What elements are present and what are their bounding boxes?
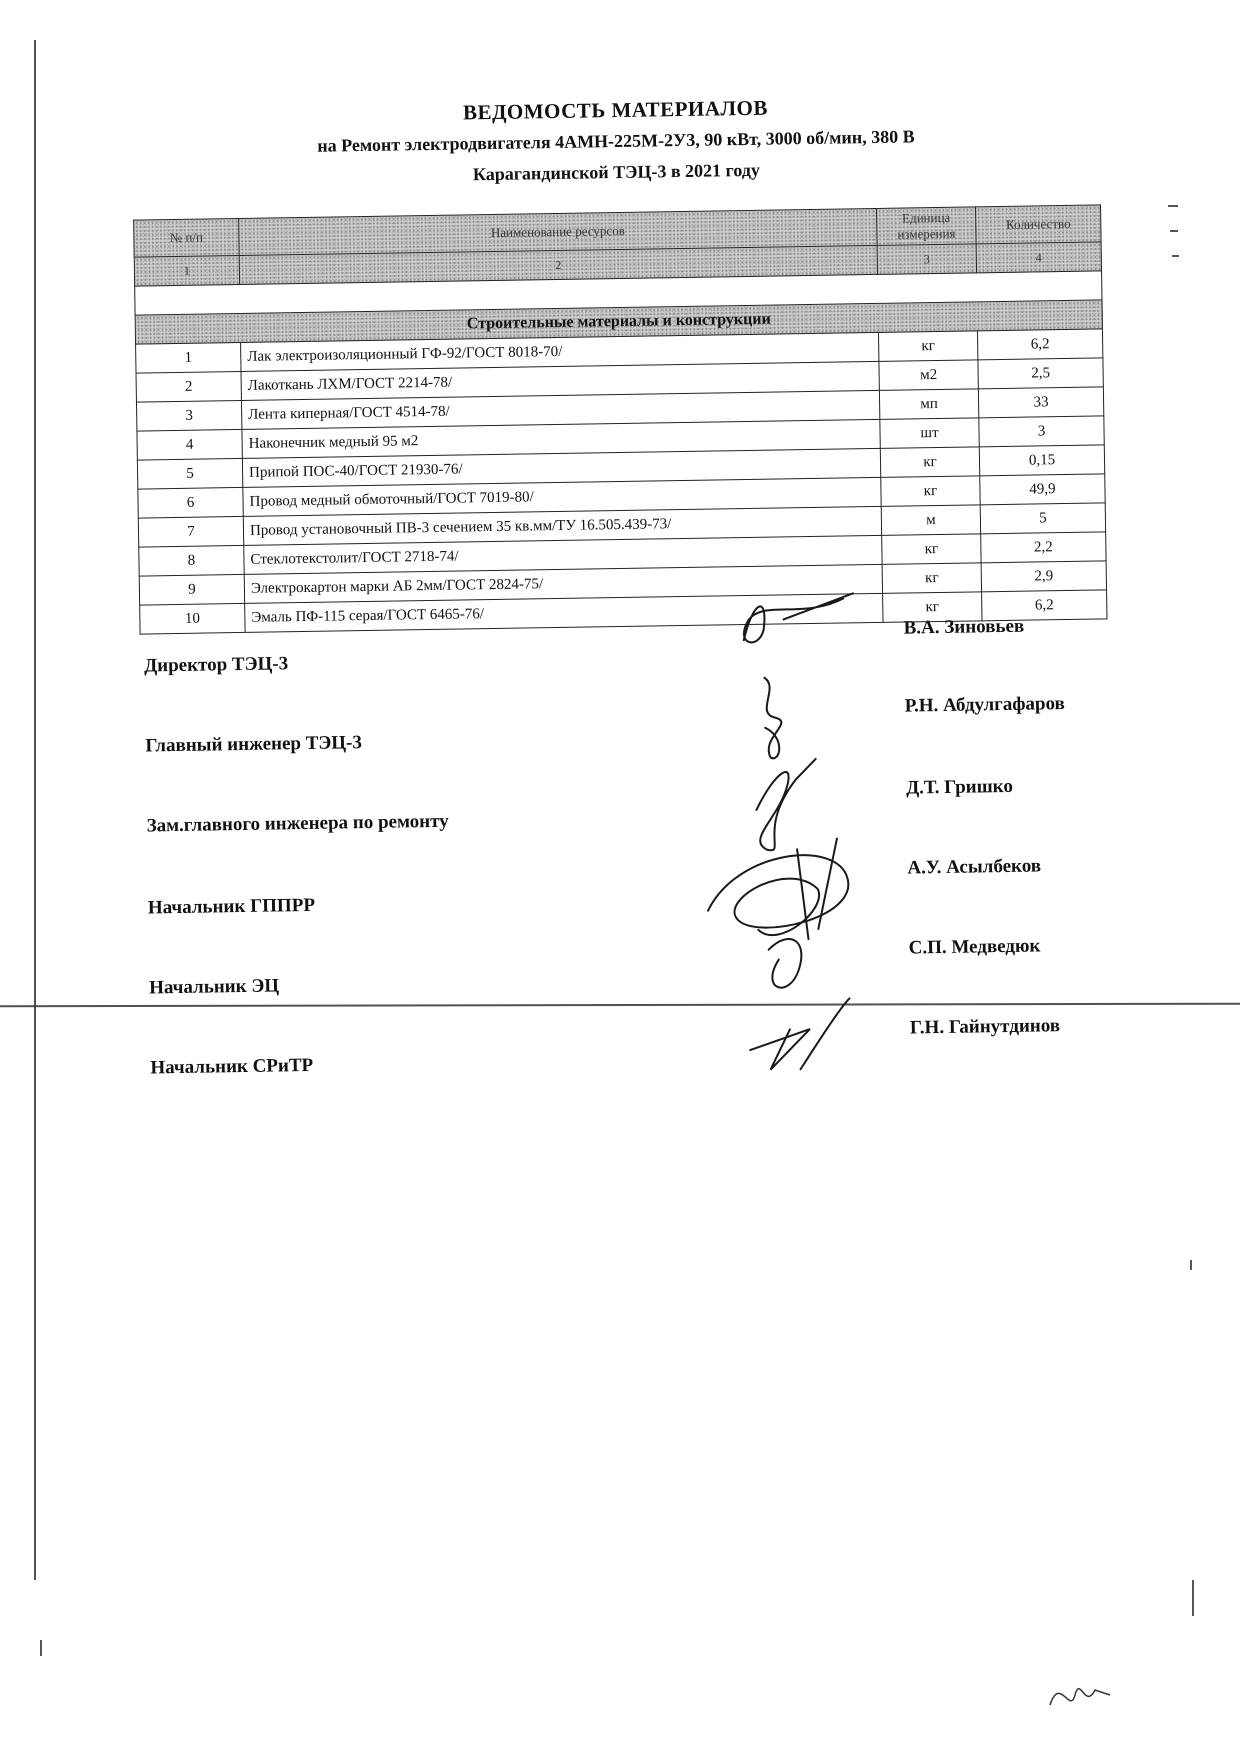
document-title: ВЕДОМОСТЬ МАТЕРИАЛОВ [462, 95, 769, 125]
cell-num: 5 [137, 458, 242, 489]
header-index-1: 1 [134, 255, 239, 286]
document-subtitle-location: Карагандинской ТЭЦ-3 в 2021 году [472, 159, 761, 185]
cell-unit: мп [879, 389, 978, 420]
cell-num: 3 [136, 400, 241, 431]
cell-num: 7 [138, 516, 243, 547]
header-qty: Количество [976, 205, 1102, 244]
cell-name: Лак электроизоляционный ГФ-92/ГОСТ 8018-70/ [241, 332, 879, 371]
cell-qty: 5 [980, 503, 1105, 534]
cell-name: Лакоткань ЛХМ/ГОСТ 2214-78/ [241, 361, 879, 400]
header-name: Наименование ресурсов [239, 208, 878, 255]
signature-name: Г.Н. Гайнутдинов [909, 1015, 1061, 1039]
header-index-3: 3 [877, 244, 976, 275]
cell-unit: м [881, 505, 980, 536]
cell-name: Электрокартон марки АБ 2мм/ГОСТ 2824-75/ [244, 564, 882, 603]
handwritten-signature [729, 988, 911, 1111]
cell-unit: м2 [879, 360, 978, 391]
cell-name: Провод установочный ПВ-3 сечением 35 кв.мм/ТУ 16.505.439-73/ [243, 506, 881, 545]
title-block [155, 91, 1076, 190]
signature-name: В.А. Зиновьев [903, 615, 1025, 639]
cell-qty: 2,9 [981, 561, 1106, 592]
cell-unit: кг [878, 331, 977, 362]
cell-unit: кг [881, 476, 980, 507]
cell-qty: 2,5 [978, 358, 1103, 389]
cell-name: Лента киперная/ГОСТ 4514-78/ [241, 390, 879, 429]
cell-name: Припой ПОС-40/ГОСТ 21930-76/ [242, 448, 880, 487]
cell-unit: кг [882, 534, 981, 565]
cell-num: 4 [137, 429, 242, 460]
cell-name: Наконечник медный 95 м2 [242, 419, 880, 458]
signature-position: Директор ТЭЦ-3 [143, 653, 289, 677]
cell-qty: 49,9 [980, 474, 1105, 505]
signature-name: Д.Т. Гришко [905, 775, 1014, 799]
cell-qty: 33 [978, 387, 1103, 418]
signature-position: Начальник ГППРР [147, 894, 316, 919]
header-index-2: 2 [239, 245, 877, 284]
cell-name: Стеклотекстолит/ГОСТ 2718-74/ [244, 535, 882, 574]
cell-num: 6 [138, 487, 243, 518]
cell-num: 8 [139, 545, 244, 576]
cell-name: Эмаль ПФ-115 серая/ГОСТ 6465-76/ [245, 593, 883, 632]
materials-table [133, 204, 1107, 634]
signature-position: Главный инженер ТЭЦ-3 [145, 732, 363, 757]
document-subtitle: на Ремонт электродвигателя 4АМН-225М-2У3, 90 кВт, 3000 об/мин, 380 В [317, 126, 915, 156]
signature-position: Начальник ЭЦ [149, 975, 280, 999]
cell-qty: 3 [979, 416, 1104, 447]
initials-mark [1040, 1665, 1120, 1725]
cell-unit: кг [882, 563, 981, 594]
signature-name: С.П. Медведюк [908, 935, 1041, 959]
header-index-4: 4 [976, 242, 1101, 273]
cell-unit: шт [880, 418, 979, 449]
signature-name: А.У. Асылбеков [907, 855, 1042, 879]
table-body [136, 329, 1107, 634]
signature-name: Р.Н. Абдулгафаров [904, 693, 1065, 717]
cell-name: Провод медный обмоточный/ГОСТ 7019-80/ [243, 477, 881, 516]
header-unit: Единица измерения [877, 207, 977, 246]
cell-num: 10 [140, 603, 245, 634]
cell-qty: 0,15 [979, 445, 1104, 476]
signature-position: Зам.главного инженера по ремонту [146, 810, 449, 837]
cell-qty: 6,2 [982, 590, 1107, 621]
cell-qty: 6,2 [977, 329, 1102, 360]
section-title: Строительные материалы и конструкции [135, 300, 1102, 344]
cell-qty: 2,2 [981, 532, 1106, 563]
cell-num: 2 [136, 371, 241, 402]
signature-position: Начальник СРиТР [150, 1054, 314, 1079]
header-num: № п/п [134, 218, 240, 257]
cell-num: 9 [139, 574, 244, 605]
cell-num: 1 [136, 342, 241, 373]
cell-unit: кг [880, 447, 979, 478]
cell-unit: кг [883, 592, 982, 623]
